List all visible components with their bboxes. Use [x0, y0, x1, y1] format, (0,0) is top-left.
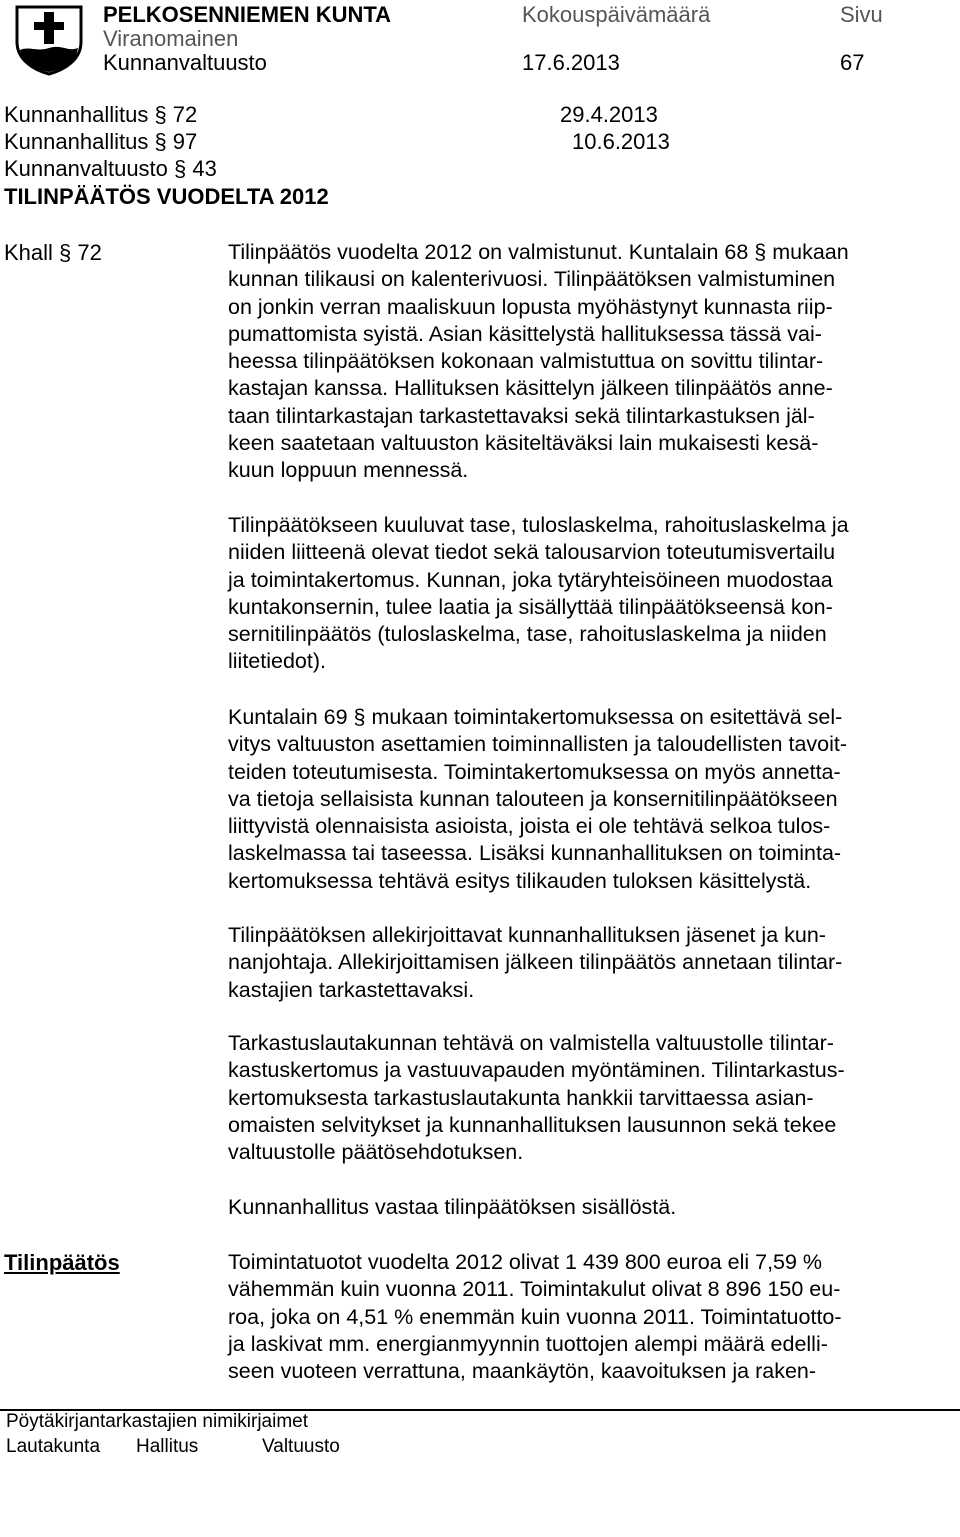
khall-label: Khall § 72 [4, 240, 102, 265]
text-line: kastajan kanssa. Hallituksen käsittelyn jälkeen tilinpäätös anne- [228, 376, 833, 401]
date-value: 17.6.2013 [522, 50, 620, 75]
body-value: Kunnanvaltuusto [103, 50, 267, 75]
page-number: 67 [840, 50, 865, 75]
section-label-tilinpaatos: Tilinpäätös [4, 1250, 120, 1275]
reference-3: Kunnanvaltuusto § 43 [4, 156, 217, 181]
reference-1-date: 29.4.2013 [560, 102, 658, 127]
text-line: taan tilintarkastajan tarkastettavaksi sekä tilintarkastuksen jäl- [228, 403, 815, 428]
text-line: niiden liitteenä olevat tiedot sekä talousarvion toteutumisvertailu [228, 540, 836, 565]
text-line: vähemmän kuin vuonna 2011. Toimintakulut olivat 8 896 150 eu- [228, 1277, 841, 1302]
paragraph-1 [228, 239, 928, 485]
text-line: teiden toteutumisesta. Toimintakertomuksessa on myös annetta- [228, 759, 841, 784]
reference-2-date: 10.6.2013 [572, 129, 670, 154]
page-label: Sivu [840, 2, 883, 27]
text-line: omaisten selvitykset ja kunnanhallituksen lausunnon sekä tekee [228, 1112, 837, 1137]
footer-col-lautakunta: Lautakunta [6, 1436, 101, 1457]
text-line: Kunnanhallitus vastaa tilinpäätöksen sisällöstä. [228, 1195, 677, 1219]
text-line: kastuskertomus ja vastuuvapauden myöntäminen. Tilintarkastus- [228, 1058, 845, 1083]
coat-of-arms-logo [14, 4, 84, 76]
paragraph-7 [228, 1249, 928, 1385]
paragraph-3 [228, 704, 928, 895]
text-line: Tilinpäätös vuodelta 2012 on valmistunut. Kuntalain 68 § mukaan [228, 240, 849, 264]
text-line: sernitilinpäätös (tuloslaskelma, tase, rahoituslaskelma ja niiden [228, 622, 827, 647]
document-title: TILINPÄÄTÖS VUODELTA 2012 [4, 184, 329, 209]
text-line: kastajien tarkastettavaksi. [228, 977, 475, 1002]
text-line: laskelmassa tai taseessa. Lisäksi kunnanhallituksen on toiminta- [228, 841, 842, 866]
text-line: seen vuoteen verrattuna, maankäytön, kaavoituksen ja raken- [228, 1359, 817, 1384]
reference-1: Kunnanhallitus § 72 [4, 102, 198, 127]
org-name: PELKOSENNIEMEN KUNTA [103, 2, 392, 27]
text-line: kuun loppuun mennessä. [228, 458, 469, 483]
body-label: Viranomainen [103, 26, 239, 51]
text-line: ja toimintakertomus. Kunnan, joka tytäryhteisöineen muodostaa [228, 567, 833, 592]
text-line: Tilinpäätöksen allekirjoittavat kunnanhallituksen jäsenet ja kun- [228, 923, 826, 947]
paragraph-5 [228, 1030, 928, 1166]
text-line: pumattomista syistä. Asian käsittelystä hallituksessa tässä vai- [228, 321, 822, 346]
reference-2: Kunnanhallitus § 97 [4, 129, 198, 154]
text-line: kuntakonsernin, tulee laatia ja sisällyttää tilinpäätökseensä kon- [228, 594, 833, 619]
text-line: valtuustolle päätösehdotuksen. [228, 1140, 524, 1165]
text-line: liitetiedot). [228, 649, 326, 674]
text-line: kertomuksessa tehtävä esitys tilikauden tuloksen käsittelystä. [228, 868, 812, 893]
footer-col-valtuusto: Valtuusto [262, 1436, 340, 1457]
footer-title: Pöytäkirjantarkastajien nimikirjaimet [6, 1411, 308, 1432]
paragraph-2 [228, 512, 928, 676]
text-line: Kuntalain 69 § mukaan toimintakertomuksessa on esitettävä sel- [228, 705, 843, 729]
coat-of-arms-icon [14, 4, 84, 76]
text-line: kertomuksesta tarkastuslautakunta hankkii tarvittaessa asian- [228, 1085, 814, 1110]
text-line: roa, joka on 4,51 % enemmän kuin vuonna 2011. Toimintatuotto- [228, 1304, 842, 1329]
text-line: vitys valtuuston asettamien toiminnallisten ja taloudellisten tavoit- [228, 732, 848, 757]
text-line: nanjohtaja. Allekirjoittamisen jälkeen tilinpäätös annetaan tilintar- [228, 950, 843, 975]
text-line: Tarkastuslautakunnan tehtävä on valmistella valtuustolle tilintar- [228, 1031, 834, 1055]
text-line: ja laskivat mm. energianmyynnin tuottojen alempi määrä edelli- [228, 1331, 828, 1356]
text-line: liittyvistä olennaisista asioista, joista ei ole tehtävä selkoa tulos- [228, 814, 831, 839]
text-line: va tietoja sellaisista kunnan talouteen ja konsernitilinpäätökseen [228, 786, 838, 811]
footer-col-hallitus: Hallitus [136, 1436, 199, 1457]
paragraph-4 [228, 922, 928, 1004]
text-line: Toimintatuotot vuodelta 2012 olivat 1 439 800 euroa eli 7,59 % [228, 1250, 823, 1274]
paragraph-6 [228, 1194, 928, 1221]
text-line: on jonkin verran maaliskuun lopusta myöhästynyt kunnasta riip- [228, 294, 833, 319]
text-line: kunnan tilikausi on kalenterivuosi. Tilinpäätöksen valmistuminen [228, 267, 836, 292]
text-line: Tilinpäätökseen kuuluvat tase, tuloslaskelma, rahoituslaskelma ja [228, 513, 849, 537]
text-line: heessa tilinpäätöksen kokonaan valmistuttua on sovittu tilintar- [228, 349, 824, 374]
text-line: keen saatetaan valtuuston käsiteltäväksi lain mukaisesti kesä- [228, 431, 819, 456]
date-label: Kokouspäivämäärä [522, 2, 711, 27]
